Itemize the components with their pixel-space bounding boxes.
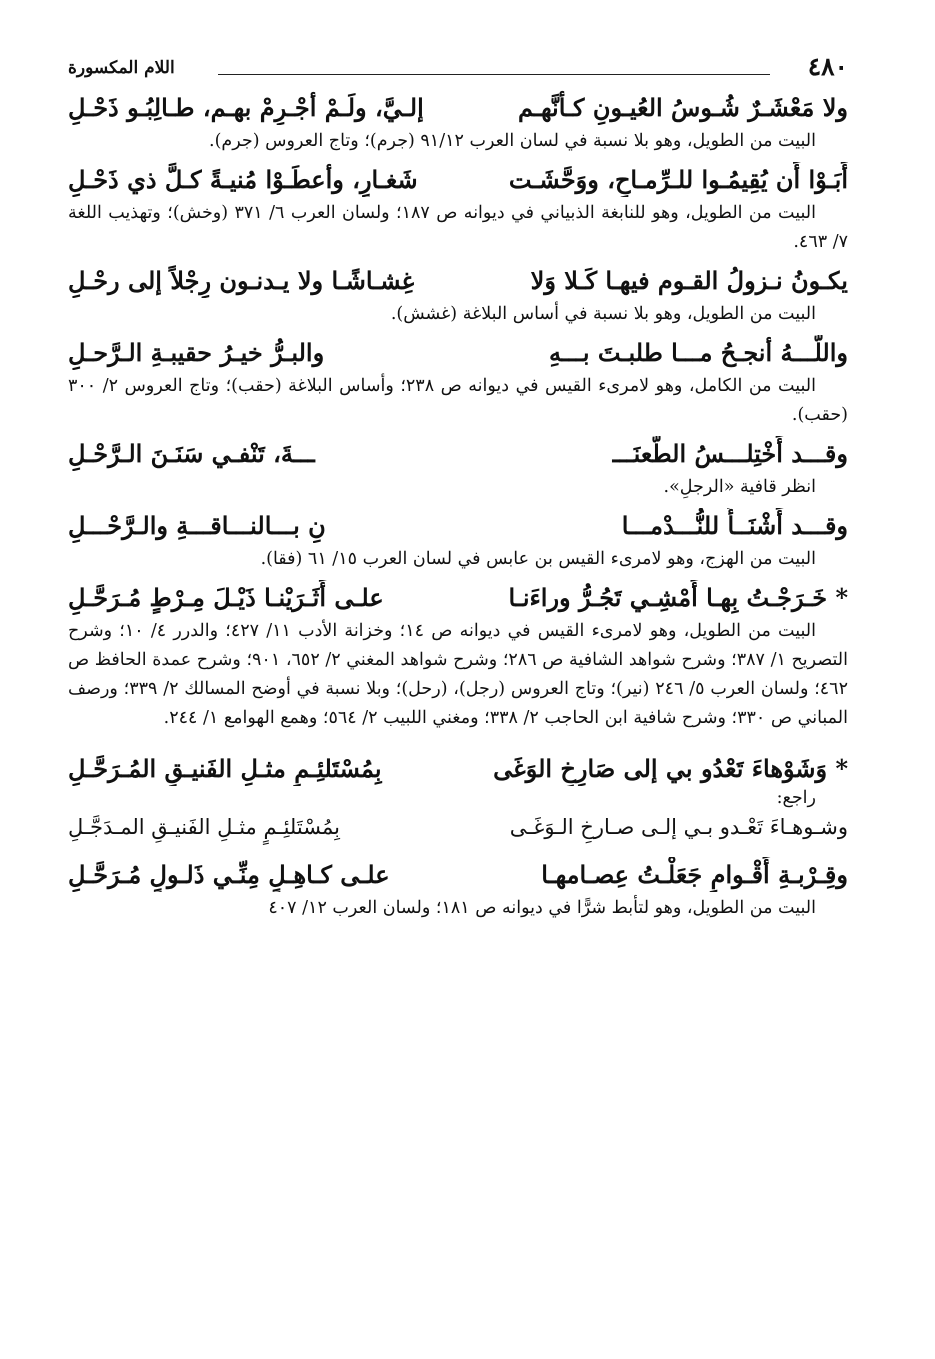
verse-second-hemistich: بِمُسْتَلئِـمٍ مثـلِ الفَنيـقِ المُـرَحَّـلِ — [68, 754, 382, 783]
verse-citation: البيت من الطويل، وهو لتأبط شرًّا في ديوانه ص ١٨١؛ ولسان العرب ١٢/ ٤٠٧ — [268, 898, 816, 918]
verse-citation: البيت من الطويل، وهو بلا نسبة في أساس البلاغة (غشش). — [390, 304, 816, 324]
verse-line — [68, 162, 848, 197]
verse-second-hemistich: علـى كـاهِـلٍ مِنِّـي ذَلـولٍ مُـرَحَّـلِ — [68, 860, 390, 889]
verse-second-hemistich: نِ بـــالنـــاقـــةِ والـرَّحْـــلِ — [68, 511, 326, 540]
verse-citation: انظر قافية «الرجلِ». — [663, 477, 816, 497]
header-rule — [218, 74, 770, 75]
verse-second-hemistich: شَغـارٍ، وأعطَـوْا مُنيـةً كـلَّ ذي ذَحْـلِ — [68, 165, 418, 194]
verse-second-hemistich: ـــةَ، تَنْفـي سَنَـنَ الـرَّحْـلِ — [68, 439, 315, 468]
verse-first-hemistich: يكـونُ نـزولُ القـوم فيهـا كَـلا وَلا — [530, 266, 848, 295]
verse-citation: البيت من الطويل، وهو بلا نسبة في لسان العرب ٩١/١٢ (جرم)؛ وتاج العروس (جرم). — [209, 131, 816, 151]
page-number: ٤٨٠ — [807, 52, 848, 81]
verse-entry — [68, 436, 848, 502]
verse-line — [68, 90, 848, 125]
verse-entry — [68, 90, 848, 156]
verse-citation: البيت من الكامل، وهو لامرىء القيس في ديوانه ص ٢٣٨؛ وأساس البلاغة (حقب)؛ وتاج العروس ٢/ ٣٠٠ (حقب). — [68, 376, 848, 425]
verse-citation: البيت من الهزج، وهو لامرىء القيس بن عابس في لسان العرب ١٥/ ٦١ (فقا). — [260, 549, 816, 569]
verse-entry — [68, 857, 848, 923]
verse-citation: البيت من الطويل، وهو لامرىء القيس في ديوانه ص ١٤؛ وخزانة الأدب ١١/ ٤٢٧؛ والدرر ٤/ ١٠؛ وشرح التصريح ١/ ٣٨٧؛ وشرح شواهد الشافية ص ٢٨٦؛ وشرح شواهد المغني ٢/ ٦٥٢، ٩٠١؛ وشرح عمدة الحافظ ص ٤٦٢؛ ولسان العرب ٥/ ٢٤٦ (نير)؛ وتاج العروس (رجل)، (رحل)؛ وبلا نسبة في أوضح المسالك ٢/ ٣٣٩؛ ورصف المباني ص ٣٣٠؛ وشرح شافية ابن الحاجب ٢/ ٣٣٨؛ ومغني اللبيب ٢/ ٥٦٤؛ وهمع الهوامع ١/ ٢٤٤. — [68, 621, 848, 728]
verse-first-hemistich: * خَـرَجْـتُ بِهـا أَمْشِـي تَجُـرُّ وراءَنـا — [508, 583, 848, 612]
verse-first-hemistich: وقـــد أَخْتِلـــسُ الطَّعنَـــ — [612, 439, 848, 468]
verse-entry — [68, 335, 848, 430]
verse-second-hemistich: إلـيَّ، ولَـمْ أجْـرِمْ بهـم، طـالِبُـو ذَحْـلِ — [68, 93, 424, 122]
spacer — [68, 739, 848, 751]
verse-entry — [68, 162, 848, 257]
verse-second-hemistich: بِمُسْتَلئِـمٍ مثـلِ الفَنيـقِ المـدَجَّـلِ — [68, 815, 340, 839]
verse-entry — [68, 508, 848, 574]
verse-line — [68, 580, 848, 615]
verse-line-variant — [68, 810, 848, 845]
verse-first-hemistich: وشـوهـاءَ تَعْـدو بـي إلـى صـارخِ الـوَغَـى — [509, 815, 848, 839]
verse-line — [68, 335, 848, 370]
book-page — [68, 50, 848, 929]
verse-second-hemistich: والبـرُّ خيـرُ حقيبـةِ الـرَّحـلِ — [68, 338, 325, 367]
verse-line — [68, 857, 848, 892]
running-title: اللام المكسورة — [68, 58, 175, 78]
verse-first-hemistich: ولا مَعْشَـرٌ شُـوسُ العُيـونِ كـأنَّهـم — [517, 93, 848, 122]
verse-first-hemistich: واللَّـــهُ أنجـحُ مـــا طلبـتَ بـــهِ — [548, 338, 848, 367]
verse-line — [68, 436, 848, 471]
page-header — [68, 50, 848, 90]
verse-first-hemistich: أَبَـوْا أَن يُقِيمُـوا للـرِّمـاحِ، ووَحَّشَـت — [508, 165, 848, 194]
verse-line — [68, 508, 848, 543]
verse-citation: البيت من الطويل، وهو للنابغة الذبياني في ديوانه ص ١٨٧؛ ولسان العرب ٦/ ٣٧١ (وخش)؛ وتهذيب اللغة ٧/ ٤٦٣. — [68, 203, 848, 252]
verse-second-hemistich: غِشـاشًـا ولا يـدنـون رِجْلاً إلى رحْـلِ — [68, 266, 415, 295]
verse-first-hemistich: * وَشَوْهاءَ تَعْدُو بي إلى صَارِخِ الوَغَى — [493, 754, 848, 783]
verse-first-hemistich: وقـــد أَشْنَــأُ للنُّـــدْمـــا — [621, 511, 848, 540]
verse-entry — [68, 751, 848, 845]
verse-line — [68, 751, 848, 786]
verse-first-hemistich: وقِـرْبـةِ أَقْـوامٍ جَعَلْـتُ عِصـامهـا — [541, 860, 848, 889]
spacer — [68, 845, 848, 857]
verse-second-hemistich: علـى أَثَـرَيْنـا ذَيْـلَ مِـرْطٍ مُـرَحَّـلِ — [68, 583, 384, 612]
verse-entry — [68, 580, 848, 733]
verse-line — [68, 263, 848, 298]
verse-entry — [68, 263, 848, 329]
verse-cross-reference: راجع: — [776, 788, 816, 808]
